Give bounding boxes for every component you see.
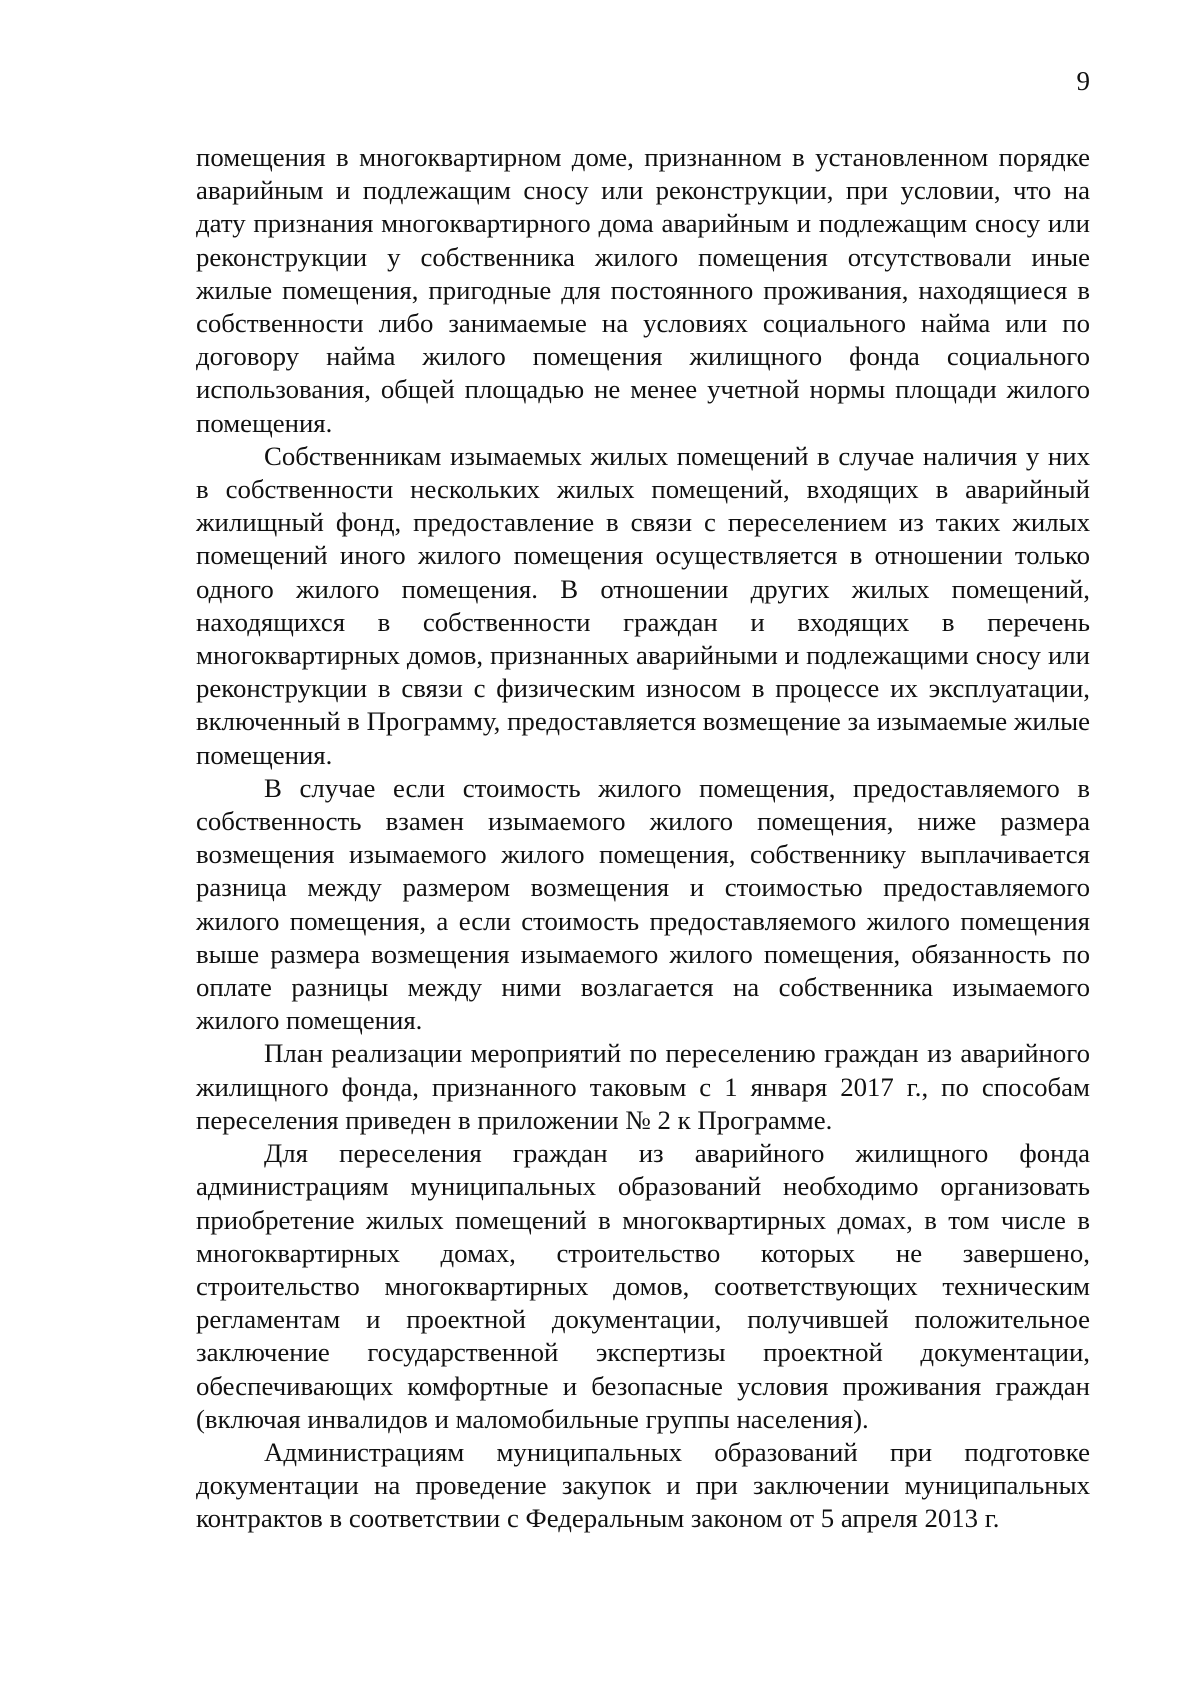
paragraph-housing-acquisition: Для переселения граждан из аварийного жилищного фонда администрациям муниципальных образований необходимо организовать приобретение жилых помещений в многоквартирных домах, в том числе в многоквартирных домах, строительство которых не завершено, строительство многоквартирных домов, соответствующих техническим регламентам и проектной документации, получившей положительное заключение государственной экспертизы проектной документации, обеспечивающих комфортные и безопасные условия проживания граждан (включая инвалидов и маломобильные группы населения). [196,1138,1090,1434]
paragraph-procurement: Администрациям муниципальных образований при подготовке документации на проведение закупок и при заключении муниципальных контрактов в соответствии с Федеральным законом от 5 апреля 2013 г. [196,1436,1090,1534]
paragraph-continuation: помещения в многоквартирном доме, признанном в установленном порядке аварийным и подлежащим сносу или реконструкции, при условии, что на дату признания многоквартирного дома аварийным и подлежащим сносу или реконструкции у собственника жилого помещения отсутствовали иные жилые помещения, пригодные для постоянного проживания, находящиеся в собственности либо занимаемые на условиях социального найма или по договору найма жилого помещения жилищного фонда социального использования, общей площадью не менее учетной нормы площади жилого помещения. [196,142,1090,438]
page-number: 9 [1076,66,1090,96]
paragraph-cost-difference: В случае если стоимость жилого помещения, предоставляемого в собственность взамен изымаемого жилого помещения, ниже размера возмещения изымаемого жилого помещения, собственнику выплачивается разница между размером возмещения и стоимостью предоставляемого жилого помещения, а если стоимость предоставляемого жилого помещения выше размера возмещения изымаемого жилого помещения, обязанность по оплате разницы между ними возлагается на собственника изымаемого жилого помещения. [196,772,1090,1036]
document-body [196,141,1090,1536]
paragraph-owners-multiple-dwellings: Собственникам изымаемых жилых помещений в случае наличия у них в собственности нескольких жилых помещений, входящих в аварийный жилищный фонд, предоставление в связи с переселением из таких жилых помещений иного жилого помещения осуществляется в отношении только одного жилого помещения. В отношении других жилых помещений, находящихся в собственности граждан и входящих в перечень многоквартирных домов, признанных аварийными и подлежащими сносу или реконструкции в связи с физическим износом в процессе их эксплуатации, включенный в Программу, предоставляется возмещение за изымаемые жилые помещения. [196,440,1090,770]
paragraph-resettlement-plan: План реализации мероприятий по переселению граждан из аварийного жилищного фонда, признанного таковым с 1 января 2017 г., по способам переселения приведен в приложении № 2 к Программе. [196,1038,1090,1135]
